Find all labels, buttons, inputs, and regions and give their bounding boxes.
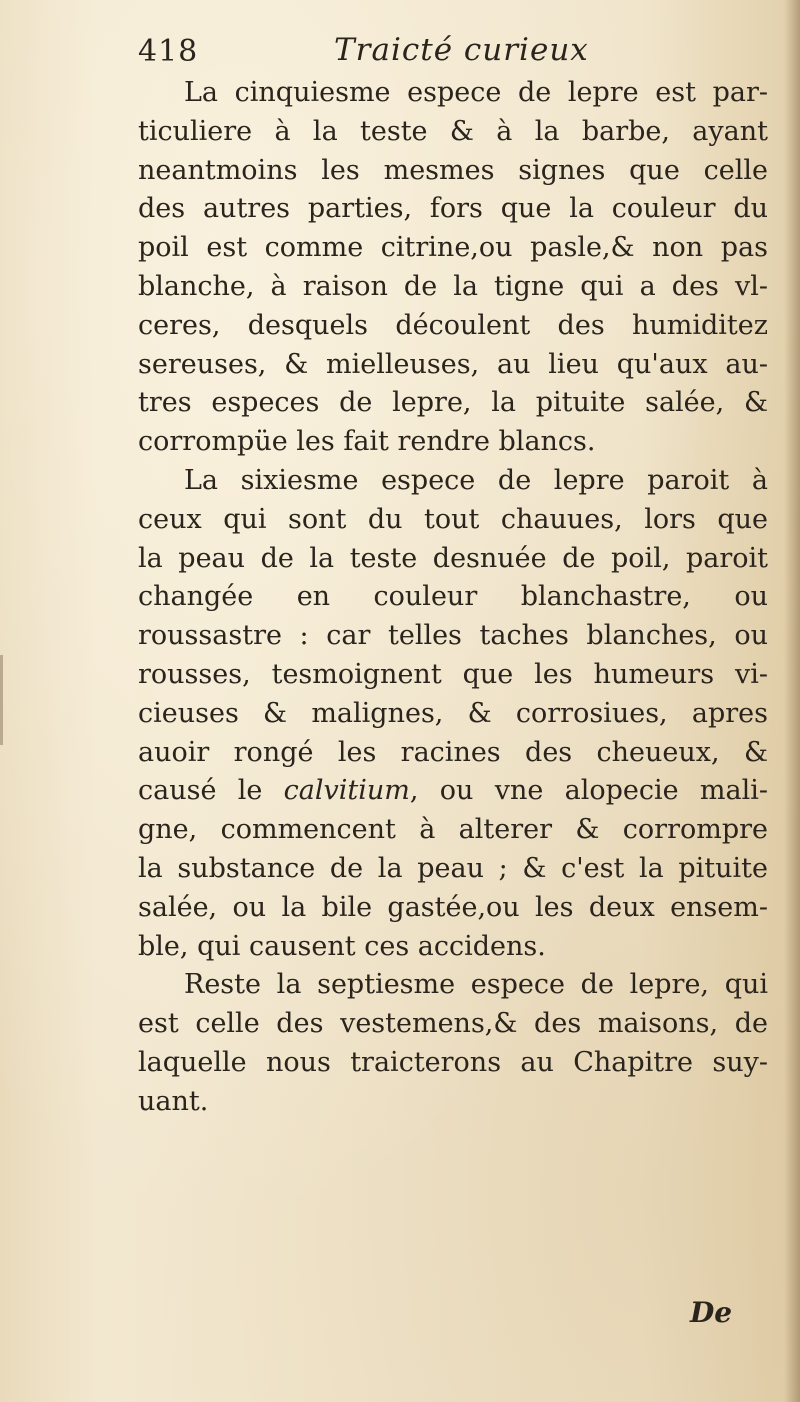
text-line: cieuses & malignes, & corrosiues, apres [138, 697, 768, 729]
text-line: tres especes de lepre, la pituite salée, & [138, 387, 768, 419]
latin-term: calvitium [283, 775, 410, 807]
page-edge-mark [0, 655, 3, 745]
text-line: neantmoins les mesmes signes que celle [138, 154, 768, 186]
text-line: poil est comme citrine,ou pasle,& non pas [138, 232, 768, 264]
text-line: la substance de la peau ; & c'est la pituite [138, 852, 768, 884]
text-line: ticuliere à la teste & à la barbe, ayant [138, 115, 768, 147]
text-line: auoir rongé les racines des cheueux, & [138, 736, 768, 768]
text-line: La cinquiesme espece de lepre est par- [184, 77, 768, 108]
text-line: La sixiesme espece de lepre paroit à [184, 464, 768, 496]
page-number: 418 [138, 34, 199, 69]
text-line: est celle des vestemens,& des maisons, de [138, 1008, 768, 1040]
catchword: De [690, 1296, 733, 1329]
text-line: corrompüe les fait rendre blancs. [138, 426, 596, 458]
page-header [138, 30, 758, 80]
text-line: la peau de la teste desnuée de poil, paroit [138, 542, 768, 574]
text-line: Reste la septiesme espece de lepre, qui [184, 969, 768, 1001]
text-line: ceux qui sont du tout chauues, lors que [138, 503, 768, 535]
text-line-with-italic [138, 772, 768, 811]
text-line: sereuses, & mielleuses, au lieu qu'aux au- [138, 348, 768, 380]
text-line: salée, ou la bile gastée,ou les deux ensem- [138, 891, 768, 923]
text-line: ble, qui causent ces accidens. [138, 930, 546, 962]
running-title: Traicté curieux [334, 32, 589, 68]
text-line: ceres, desquels découlent des humiditez [138, 309, 768, 341]
text-fragment: , ou vne alopecie mali- [409, 775, 768, 807]
text-line: uant. [138, 1085, 209, 1117]
text-line: rousses, tesmoignent que les humeurs vi- [138, 658, 768, 690]
text-line: des autres parties, fors que la couleur du [138, 193, 768, 225]
body-text [138, 74, 768, 1122]
text-line: roussastre : car telles taches blanches, ou [138, 620, 768, 652]
text-line: gne, commencent à alterer & corrompre [138, 814, 768, 846]
text-line: blanche, à raison de la tigne qui a des vl- [138, 270, 768, 302]
text-fragment: causé le [138, 775, 284, 807]
text-line: changée en couleur blanchastre, ou [138, 581, 768, 613]
text-line: laquelle nous traicterons au Chapitre suy- [138, 1046, 768, 1078]
page-gutter-shadow [784, 0, 800, 1402]
